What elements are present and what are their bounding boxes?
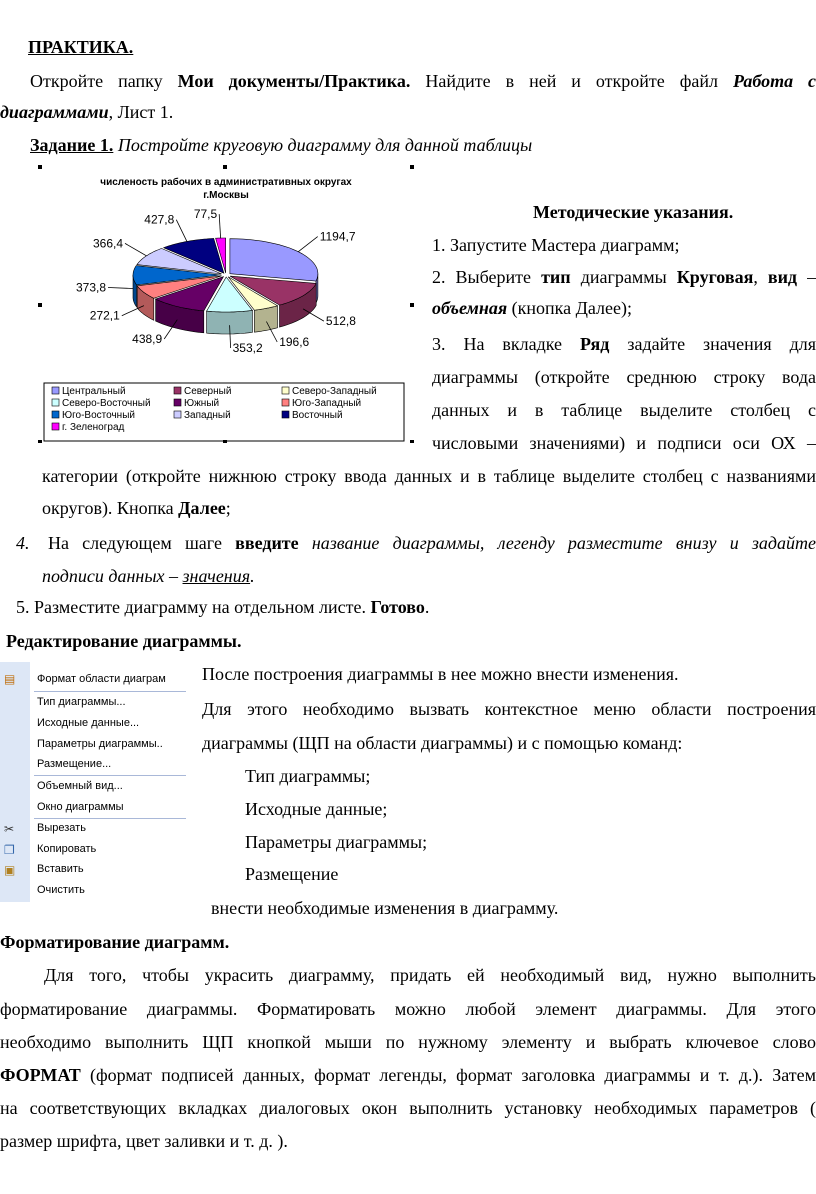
menu-separator	[34, 775, 186, 776]
menu-item-cut[interactable]: Вырезать	[37, 822, 86, 834]
intro-line-1: Откройте папку Мои документы/Практика. Найдите в ней и откройте файл Работа с	[30, 71, 816, 91]
edit-command-2: Исходные данные;	[245, 799, 388, 819]
legend-entry: Западный	[184, 410, 231, 421]
pie-tops	[133, 238, 318, 312]
guide-step-3-line-3: данных и в таблице выделите столбец с	[432, 400, 816, 420]
format-chart-area-icon: ▤	[4, 672, 16, 686]
guide-step-3-line-2: диаграммы (откройте среднюю строку вода	[432, 367, 816, 387]
data-label: 272,1	[89, 308, 120, 323]
menu-item-format-chart-area[interactable]: Формат области диаграм	[37, 673, 166, 685]
data-label: 196,6	[279, 335, 310, 349]
legend-swatch	[174, 399, 181, 406]
data-label-leader	[219, 214, 220, 238]
legend-swatch	[282, 387, 289, 394]
legend-entry: Северный	[184, 386, 232, 397]
data-label-leader	[108, 288, 133, 289]
task-line: Задание 1. Постройте круговую диаграмму для данной таблицы	[30, 135, 533, 155]
guide-step-2-line-1: 2. Выберите тип диаграммы Круговая, вид –	[432, 267, 816, 287]
edit-line-4: внести необходимые изменения в диаграмму.	[211, 898, 559, 918]
legend-swatch	[282, 411, 289, 418]
selection-handle[interactable]	[410, 440, 414, 443]
data-label-leader	[298, 237, 317, 252]
menu-item-clear[interactable]: Очистить	[37, 884, 85, 896]
chart-title-line-2: г.Москвы	[203, 190, 249, 201]
guide-step-3-line-5: категории (откройте нижнюю строку ввода данных и в таблице выделите столбец с названиями	[42, 466, 816, 486]
edit-line-2: Для этого необходимо вызвать контекстное меню области построения	[202, 699, 816, 719]
format-line-1: Для того, чтобы украсить диаграмму, придать ей необходимый вид, нужно выполнить	[44, 965, 816, 985]
menu-item-chart-type[interactable]: Тип диаграммы...	[37, 696, 126, 708]
format-line-2: форматирование диаграммы. Форматировать можно любой элемент диаграммы. Для этого	[0, 999, 816, 1019]
menu-item-chart-options[interactable]: Параметры диаграммы..	[37, 738, 163, 750]
menu-item-chart-window[interactable]: Окно диаграммы	[37, 801, 124, 813]
legend-swatch	[52, 423, 59, 430]
selection-handle[interactable]	[38, 303, 42, 307]
legend-entry: Северо-Западный	[292, 386, 377, 397]
cut-icon: ✂	[4, 822, 15, 836]
guide-step-3-line-4: числовыми значениями) и подписи оси ОХ –	[432, 433, 816, 453]
menu-item-source-data[interactable]: Исходные данные...	[37, 717, 140, 729]
format-line-6: размер шрифта, цвет заливки и т. д. ).	[0, 1131, 288, 1151]
selection-handle[interactable]	[38, 440, 42, 443]
legend-entry: Юго-Восточный	[62, 410, 135, 421]
data-label: 438,9	[132, 332, 163, 346]
guide-step-1: 1. Запустите Мастера диаграмм;	[432, 235, 680, 255]
selection-handle[interactable]	[410, 165, 414, 169]
guide-step-4-line-1: На следующем шаге введите название диаграммы, легенду разместите внизу и задайте	[48, 533, 816, 553]
data-label: 427,8	[144, 212, 175, 227]
legend-entry: Юго-Западный	[292, 398, 362, 409]
guide-step-3-line-6: округов). Кнопка Далее;	[42, 498, 231, 518]
data-label: 1194,7	[319, 229, 356, 244]
pie-chart	[38, 165, 414, 443]
legend-entry: Восточный	[292, 410, 343, 421]
guide-step-4-number: 4.	[16, 533, 30, 553]
data-label: 373,8	[75, 280, 106, 295]
chart-title-line-1: численость рабочих в административных округах	[100, 177, 352, 188]
menu-item-location[interactable]: Размещение...	[37, 758, 112, 770]
format-line-3: необходимо выполнить ЩП кнопкой мыши по нужному элементу и выбрать ключевое слово	[0, 1032, 816, 1052]
intro-line-2: диаграммами, Лист 1.	[0, 102, 174, 122]
legend-entry: Северо-Восточный	[62, 398, 151, 409]
menu-separator	[34, 691, 186, 692]
legend-swatch	[52, 399, 59, 406]
guide-step-5: 5. Разместите диаграмму на отдельном листе. Готово.	[16, 597, 430, 617]
data-label: 366,4	[92, 236, 123, 251]
edit-title: Редактирование диаграммы.	[6, 631, 242, 651]
selection-handle[interactable]	[223, 440, 227, 443]
legend-swatch	[52, 411, 59, 418]
data-label-leader	[125, 243, 146, 255]
page-heading: ПРАКТИКА.	[28, 37, 134, 57]
menu-item-paste[interactable]: Вставить	[37, 863, 84, 875]
legend-swatch	[174, 387, 181, 394]
data-label: 353,2	[232, 341, 263, 355]
legend-swatch	[282, 399, 289, 406]
guide-step-2-line-2: объемная (кнопка Далее);	[432, 298, 633, 318]
legend-swatch	[174, 411, 181, 418]
legend-entry: г. Зеленоград	[62, 422, 125, 433]
data-label-leader	[176, 220, 187, 242]
selection-handle[interactable]	[410, 303, 414, 307]
format-title: Форматирование диаграмм.	[0, 932, 230, 952]
format-line-5: на соответствующих вкладках диалоговых окон выполнить установку необходимых параметров (	[0, 1098, 816, 1118]
edit-command-4: Размещение	[245, 864, 339, 884]
selection-handle[interactable]	[223, 165, 227, 169]
format-line-4: ФОРМАТ (формат подписей данных, формат легенды, формат заголовка диаграммы и т. д.). Затем	[0, 1065, 816, 1085]
copy-icon: ❐	[4, 843, 15, 857]
paste-icon: ▣	[4, 863, 16, 877]
edit-line-1: После построения диаграммы в нее можно внести изменения.	[202, 664, 679, 684]
legend-entry: Южный	[184, 398, 220, 409]
menu-item-3d-view[interactable]: Объемный вид...	[37, 780, 123, 792]
context-menu	[0, 662, 188, 902]
chart-legend	[44, 383, 404, 441]
edit-command-1: Тип диаграммы;	[245, 766, 371, 786]
selection-handle[interactable]	[38, 165, 42, 169]
edit-command-3: Параметры диаграммы;	[245, 832, 428, 852]
data-label: 512,8	[325, 314, 356, 329]
legend-entry: Центральный	[62, 386, 126, 397]
edit-line-3: диаграммы (ЩП на области диаграммы) и с помощью команд:	[202, 733, 683, 753]
guide-step-3-line-1: 3. На вкладке Ряд задайте значения для	[432, 334, 816, 354]
legend-swatch	[52, 387, 59, 394]
guide-step-4-line-2: подписи данных – значения.	[42, 566, 255, 586]
data-label: 77,5	[193, 207, 218, 222]
menu-separator	[34, 818, 186, 819]
pie-slice	[230, 239, 318, 281]
chart-canvas	[38, 165, 414, 443]
guide-title: Методические указания.	[533, 202, 734, 222]
menu-item-copy[interactable]: Копировать	[37, 843, 97, 855]
